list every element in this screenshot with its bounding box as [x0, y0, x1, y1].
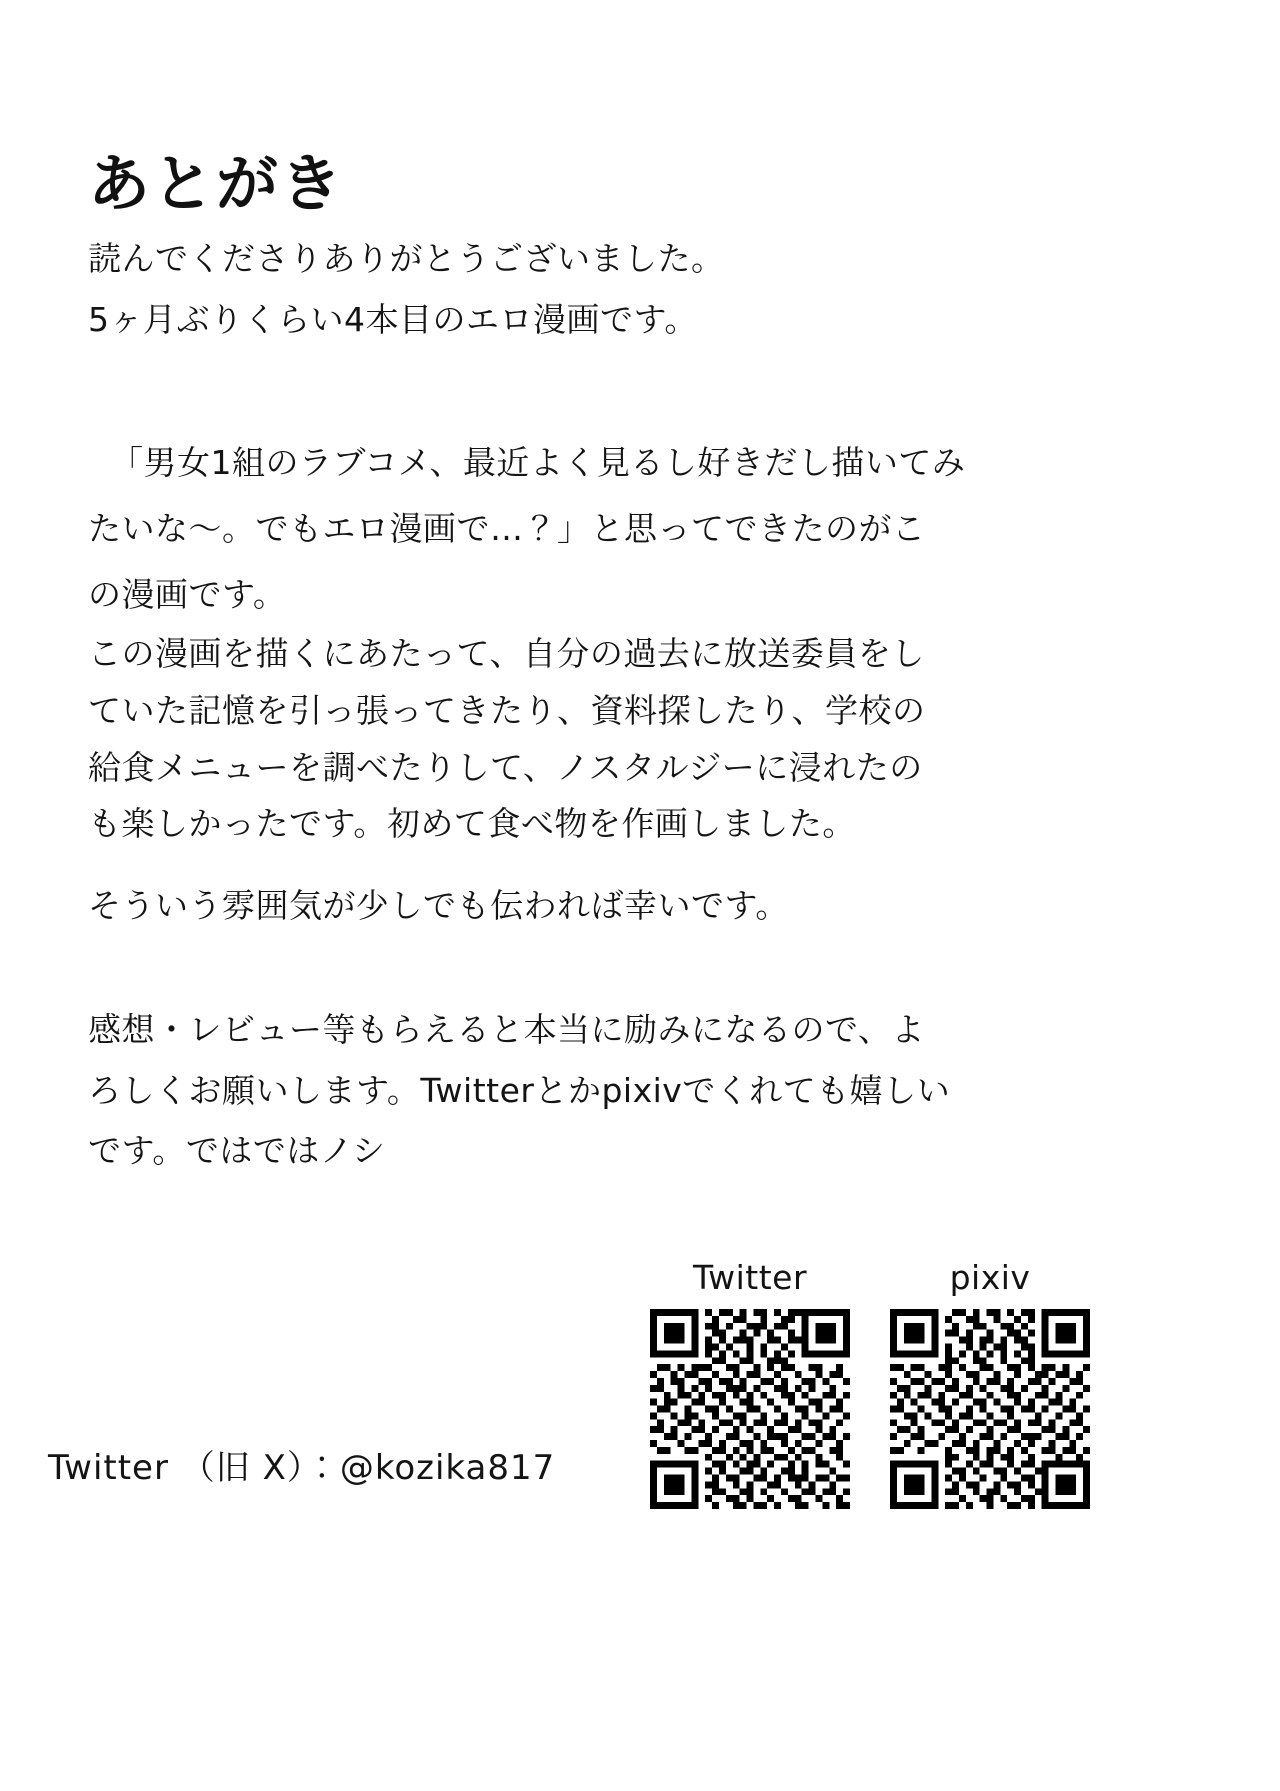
making-paragraph — [88, 626, 1098, 853]
thanks-line-2: ろしくお願いします。Twitterとかpixivでくれても嬉しい — [88, 1070, 951, 1110]
intro-line-2: 5ヶ月ぶりくらい4本目のエロ漫画です。 — [88, 300, 698, 340]
making-line-3: 給食メニューを調べたりして、ノスタルジーに浸れたの — [88, 747, 923, 787]
qr-code-twitter-svg — [650, 1309, 850, 1509]
qr-code-pixiv-svg — [890, 1309, 1090, 1509]
intro-line-1: 読んでくださりありがとうございました。 — [88, 239, 725, 278]
qr-code-section — [640, 1258, 1100, 1558]
page-title: あとがき — [88, 146, 345, 220]
thanks-paragraph — [88, 1000, 1088, 1182]
qr-block-pixiv[interactable] — [890, 1258, 1090, 1509]
mood-line-1: そういう雰囲気が少しでも伝われば幸いです。 — [88, 886, 789, 925]
thanks-line-3: です。ではではノシ — [88, 1131, 386, 1171]
qr-code-icon[interactable] — [650, 1309, 850, 1509]
quote-line-2: たいな〜。でもエロ漫画で…？」と思ってできたのがこ — [88, 509, 926, 548]
quote-line-3: の漫画です。 — [88, 575, 287, 614]
qr-code-icon[interactable] — [890, 1309, 1090, 1509]
quote-paragraph — [88, 430, 1088, 628]
making-line-4: も楽しかったです。初めて食べ物を作画しました。 — [88, 804, 856, 844]
intro-paragraph — [88, 228, 1148, 350]
making-line-1: この漫画を描くにあたって、自分の過去に放送委員をし — [88, 634, 925, 673]
qr-block-twitter[interactable] — [650, 1258, 850, 1509]
thanks-line-1: 感想・レビュー等もらえると本当に励みになるので、よ — [88, 1010, 925, 1049]
quote-line-1: 「男女1組のラブコメ、最近よく見るし好きだし描いてみ — [110, 443, 966, 482]
twitter-handle-text: Twitter （旧 X）：@kozika817 — [48, 1448, 556, 1488]
qr-label-twitter: Twitter — [692, 1258, 808, 1297]
qr-label-pixiv: pixiv — [949, 1258, 1031, 1297]
making-line-2: ていた記憶を引っ張ってきたり、資料探したり、学校の — [88, 690, 926, 730]
mood-paragraph — [88, 880, 1148, 931]
